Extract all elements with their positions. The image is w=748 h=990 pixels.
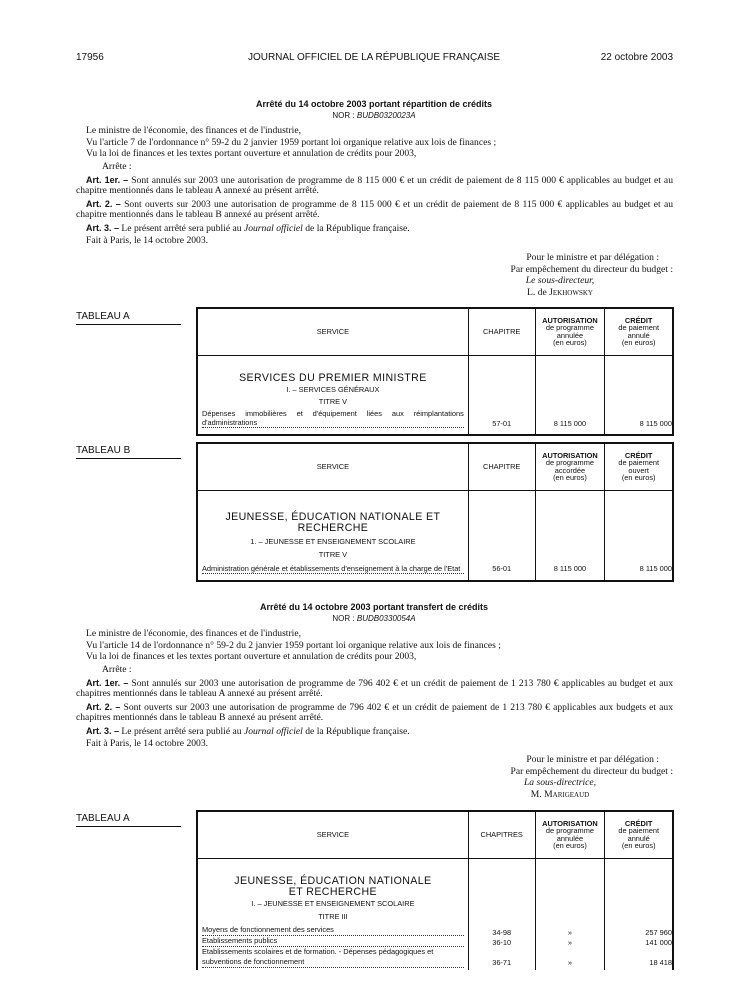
- decree2-nor: [0, 614, 748, 623]
- table1: [196, 307, 674, 436]
- table-row-cp: 8 115 000: [605, 490, 673, 581]
- decree1-title: Arrêté du 14 octobre 2003 portant répartition de crédits: [255, 99, 493, 109]
- decree1-line-1: Le ministre de l'économie, des finances et de l'industrie,: [86, 125, 301, 136]
- decree2-article-3: Art. 3. – Le présent arrêté sera publié au Journal officiel de la République française.: [86, 726, 410, 737]
- decree2-signature: Pour le ministre et par délégation : Par empêchement du directeur du budget : La sous-directrice, M. Marigeaud: [510, 754, 673, 800]
- section-name: I. – SERVICES GÉNÉRAUX: [286, 385, 380, 394]
- col-credit: CRÉDIT de paiement annulé (en euros): [605, 308, 673, 355]
- nor-label: NOR :: [332, 111, 355, 120]
- decree1-signature: Pour le ministre et par délégation : Par empêchement du directeur du budget : Le sous-directeur, L. de Jekhowsky: [510, 252, 673, 298]
- table1-label-rule: [76, 324, 181, 325]
- table3-ap: » » »: [535, 858, 605, 970]
- table3: [196, 810, 674, 970]
- titre: TITRE V: [318, 550, 348, 559]
- table3-label-rule: [76, 826, 181, 827]
- nor-code: BUDB0330054A: [356, 614, 416, 623]
- col-credit: CRÉDIT de paiement annulé (en euros): [605, 811, 673, 858]
- col-autorisation: AUTORISATION de programme annulée (en euros): [535, 308, 605, 355]
- table-row: Moyens de fonctionnement des services: [198, 925, 468, 936]
- table-row-cp: 8 115 000: [605, 355, 673, 435]
- table-row-ap: 8 115 000: [535, 355, 605, 435]
- table-row-label: Dépenses immobilières et d'équipement liées aux réimplantations d'administrations: [202, 409, 464, 427]
- col-chapitre: CHAPITRE: [468, 308, 535, 355]
- decree1-line-3: Vu la loi de finances et les textes portant ouverture et annulation de crédits pour 2003,: [86, 148, 417, 159]
- nor-label: NOR :: [332, 614, 355, 623]
- table2-label-rule: [76, 458, 181, 459]
- section-name: I. – JEUNESSE ET ENSEIGNEMENT SCOLAIRE: [251, 899, 415, 908]
- service-name-1: JEUNESSE, ÉDUCATION NATIONALE ET: [225, 511, 441, 523]
- decree2-arrete: Arrête :: [102, 664, 132, 675]
- table3-chapitres: 34-98 36-10 36-71: [468, 858, 535, 970]
- col-service: SERVICE: [197, 811, 468, 858]
- col-service: SERVICE: [197, 443, 468, 490]
- col-autorisation: AUTORISATION de programme accordée (en euros): [535, 443, 605, 490]
- titre: TITRE III: [318, 912, 348, 921]
- page-number: 17956: [76, 52, 104, 63]
- table2: [196, 442, 674, 582]
- table-row: Etablissements publics: [198, 936, 468, 947]
- decree1-fait: Fait à Paris, le 14 octobre 2003.: [86, 235, 209, 246]
- table-row-ap: 8 115 000: [535, 490, 605, 581]
- table1-service-cell: [197, 355, 468, 435]
- decree1-article-3: Art. 3. – Le présent arrêté sera publié au Journal officiel de la République française.: [86, 223, 410, 234]
- titre: TITRE V: [318, 397, 348, 406]
- decree2-line-3: Vu la loi de finances et les textes portant ouverture et annulation de crédits pour 2003,: [86, 651, 417, 662]
- col-chapitre: CHAPITRE: [468, 443, 535, 490]
- col-credit: CRÉDIT de paiement ouvert (en euros): [605, 443, 673, 490]
- service-name-2: RECHERCHE: [297, 522, 369, 534]
- decree2-article-1: Art. 1er. – Sont annulés sur 2003 une autorisation de programme de 796 402 € et un crédit de paiement de 1 213 780 € applicables au budget et aux chapitres mentionnés dans le tableau A annexé au présent arrêté.: [76, 678, 673, 699]
- table3-service-cell: [197, 858, 468, 970]
- article-label: Art. 2. –: [86, 199, 121, 209]
- decree2-fait: Fait à Paris, le 14 octobre 2003.: [86, 738, 209, 749]
- decree2-line-2: Vu l'article 14 de l'ordonnance n° 59-2 du 2 janvier 1959 portant loi organique relative aux lois de finances ;: [86, 640, 501, 651]
- decree2-article-2: Art. 2. – Sont ouverts sur 2003 une autorisation de programme de 796 402 € et un crédit de paiement de 1 213 780 € applicables aux budgets et aux chapitres mentionnés dans le tableau B annexé au présent arrêté.: [76, 702, 674, 723]
- article-label: Art. 1er. –: [86, 175, 129, 185]
- table-row-label: Administration générale et établissements d'enseignement à la charge de l'Etat: [198, 564, 468, 574]
- table3-cp: 257 960 141 000 18 418: [605, 858, 673, 970]
- table1-label: TABLEAU A: [76, 311, 130, 322]
- col-chapitres: CHAPITRES: [468, 811, 535, 858]
- table3-label: TABLEAU A: [76, 813, 130, 824]
- service-name-1: JEUNESSE, ÉDUCATION NATIONALE: [234, 875, 432, 887]
- service-name: SERVICES DU PREMIER MINISTRE: [239, 372, 427, 384]
- header-date: 22 octobre 2003: [600, 52, 673, 63]
- table-row-chapitre: 57-01: [468, 355, 535, 435]
- table2-label: TABLEAU B: [76, 445, 131, 456]
- decree1-article-2: Art. 2. – Sont ouverts sur 2003 une autorisation de programme de 8 115 000 € et un crédit de paiement de 8 115 000 € applicables au budget et au chapitre mentionnés dans le tableau B annexé au présent arrêté.: [76, 199, 674, 220]
- section-name: 1. – JEUNESSE ET ENSEIGNEMENT SCOLAIRE: [250, 537, 416, 546]
- col-service: SERVICE: [197, 308, 468, 355]
- decree1-nor: [0, 111, 748, 120]
- decree1-article-1: Art. 1er. – Sont annulés sur 2003 une autorisation de programme de 8 115 000 € et un crédit de paiement de 8 115 000 € applicables au budget et au chapitre mentionnés dans le tableau A annexé au présent arrêté.: [76, 175, 673, 196]
- service-name-2: ET RECHERCHE: [288, 886, 377, 898]
- nor-code: BUDB0320023A: [356, 111, 416, 120]
- decree1-line-2: Vu l'article 7 de l'ordonnance n° 59-2 du 2 janvier 1959 portant loi organique relative aux lois de finances ;: [86, 137, 497, 148]
- table2-service-cell: [197, 490, 468, 581]
- journal-title: JOURNAL OFFICIEL DE LA RÉPUBLIQUE FRANÇAISE: [247, 52, 501, 63]
- table-row: Etablissements scolaires et de formation. - Dépenses pédagogiques et subventions de fonctionnement: [198, 947, 468, 968]
- col-autorisation: AUTORISATION de programme annulée (en euros): [535, 811, 605, 858]
- decree1-arrete: Arrête :: [102, 161, 132, 172]
- decree2-title: Arrêté du 14 octobre 2003 portant transfert de crédits: [259, 602, 489, 612]
- decree2-line-1: Le ministre de l'économie, des finances et de l'industrie,: [86, 628, 301, 639]
- table-row-chapitre: 56-01: [468, 490, 535, 581]
